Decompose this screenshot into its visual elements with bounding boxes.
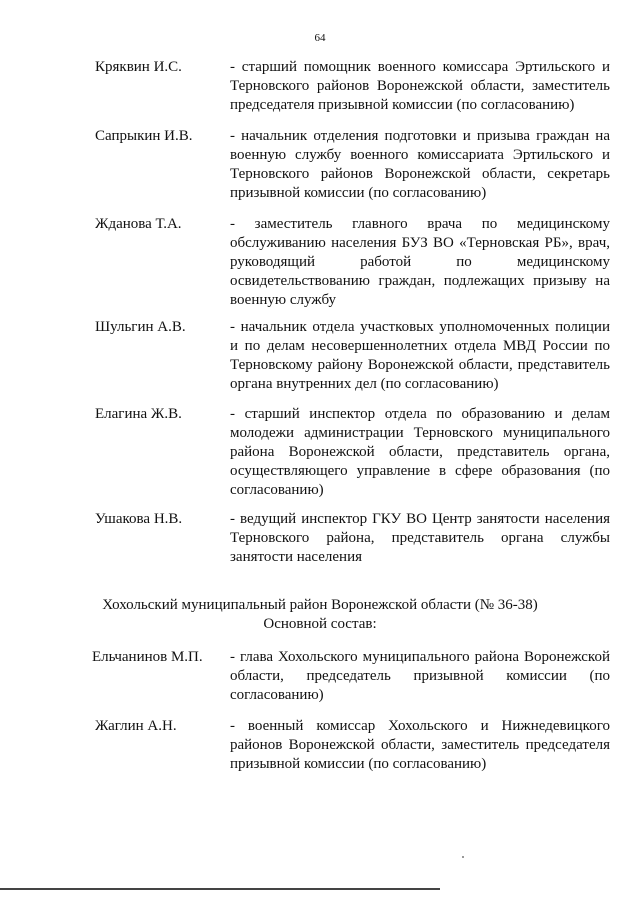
section-subtitle: Основной состав: (263, 616, 377, 632)
member-position: - старший инспектор отдела по образованию и делам молодежи администрации Терновского муниципального района Воронежской области, представитель органа, осуществляющего управление в сфере образования (по согласованию) (230, 406, 610, 498)
member-position: - начальник отделения подготовки и призыва граждан на военную службу военного комиссариата Эртильского и Терновского районов Воронежской области, секретарь призывной комиссии (по согласованию) (230, 128, 610, 201)
member-position: - старший помощник военного комиссара Эртильского и Терновского районов Воронежской области, заместитель председателя призывной комиссии (по согласованию) (230, 59, 610, 113)
member-name: Жаглин А.Н. (95, 718, 177, 734)
member-position: - начальник отдела участковых уполномоченных полиции и по делам несовершеннолетних отдела МВД России по Терновскому району Воронежской области, представитель органа внутренних дел (по согласованию) (230, 319, 610, 392)
scan-speck (462, 856, 464, 858)
member-name: Сапрыкин И.В. (95, 128, 193, 144)
member-name: Ушакова Н.В. (95, 511, 183, 527)
bottom-rule (0, 888, 440, 890)
member-name: Ельчанинов М.П. (92, 649, 203, 665)
member-name: Елагина Ж.В. (95, 406, 182, 422)
member-name: Шульгин А.В. (95, 319, 186, 335)
page-number: 64 (314, 32, 326, 44)
member-position: - заместитель главного врача по медицинскому обслуживанию населения БУЗ ВО «Терновская РБ», врач, руководящий работой по медицинскому освидетельствованию граждан, подлежащих призыву на военную службу (230, 216, 610, 308)
member-position: - ведущий инспектор ГКУ ВО Центр занятости населения Терновского района, представитель органа службы занятости населения (230, 511, 610, 565)
member-name: Кряквин И.С. (95, 59, 182, 75)
member-position: - глава Хохольского муниципального района Воронежской области, председатель призывной комиссии (по согласованию) (230, 649, 610, 703)
member-position: - военный комиссар Хохольского и Нижнедевицкого районов Воронежской области, заместитель председателя призывной комиссии (по согласованию) (230, 718, 610, 772)
section-title: Хохольский муниципальный район Воронежской области (№ 36-38) (102, 597, 538, 613)
member-name: Жданова Т.А. (95, 216, 182, 232)
